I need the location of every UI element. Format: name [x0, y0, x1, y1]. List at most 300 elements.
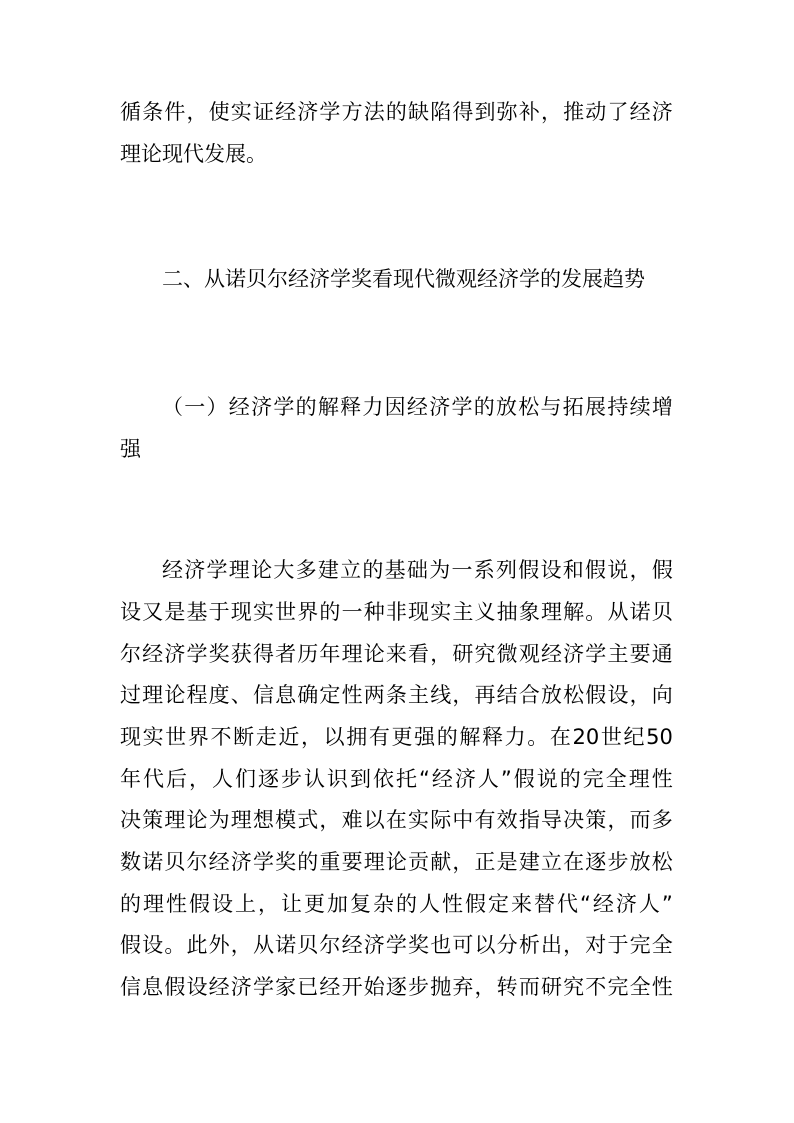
text-glyph: 基: [186, 600, 208, 624]
text-glyph: 一: [341, 600, 363, 624]
text-glyph: 学: [186, 642, 208, 666]
text-glyph: 设: [186, 975, 208, 999]
text-glyph: 此: [186, 933, 208, 957]
text-glyph: 论: [363, 642, 385, 666]
text-glyph: 息: [142, 975, 164, 999]
text-glyph: 人: [419, 892, 440, 916]
text-glyph: ，: [452, 683, 474, 707]
text-glyph: 假: [518, 558, 540, 582]
text-glyph: 抛: [430, 975, 452, 999]
text-glyph: 理: [341, 642, 363, 666]
text-glyph: 定: [319, 683, 341, 707]
section-heading: 二、从诺贝尔经济学奖看现代微观经济学的发展趋势: [162, 267, 645, 291]
text-glyph: 通: [651, 642, 673, 666]
text-glyph: 在: [549, 725, 571, 749]
text-glyph: 来: [511, 892, 532, 916]
text-glyph: 合: [518, 683, 540, 707]
text-glyph: 年: [120, 767, 141, 791]
text-glyph: 设: [120, 600, 141, 624]
text-glyph: 上: [235, 892, 256, 916]
text-glyph: 奖: [275, 850, 297, 874]
text-glyph: ，: [607, 808, 629, 832]
text-glyph: 大: [273, 558, 295, 582]
text-glyph: 世: [600, 725, 622, 749]
text-glyph: 主: [607, 642, 629, 666]
text-glyph: 杂: [373, 892, 394, 916]
text-glyph: 性: [442, 892, 463, 916]
text-glyph: 弥: [496, 100, 518, 124]
text-glyph: 不: [210, 725, 232, 749]
text-glyph: 学: [273, 395, 295, 419]
text-glyph: 因: [384, 395, 406, 419]
text-glyph: 世: [165, 725, 187, 749]
text-glyph: 策: [142, 808, 164, 832]
text-glyph: 经: [629, 100, 651, 124]
text-glyph: 获: [230, 642, 252, 666]
text-glyph: ）: [206, 395, 228, 419]
text-glyph: 在: [563, 850, 585, 874]
text-glyph: 向: [651, 683, 673, 707]
body-line-10: [120, 931, 673, 959]
text-glyph: 主: [408, 683, 430, 707]
text-glyph: 济: [454, 767, 476, 791]
text-glyph: 放: [540, 683, 562, 707]
text-glyph: 出: [540, 933, 562, 957]
text-glyph: 数: [120, 850, 141, 874]
text-glyph: 条: [142, 100, 164, 124]
text-glyph: 假: [585, 558, 607, 582]
text-glyph: 托: [396, 767, 417, 791]
text-glyph: 而: [629, 808, 651, 832]
text-glyph: 是: [164, 600, 186, 624]
text-glyph: 识: [327, 767, 348, 791]
text-glyph: 也: [430, 933, 452, 957]
text-glyph: 逐: [585, 850, 607, 874]
body-line-7: [120, 806, 673, 834]
text-glyph: 依: [373, 767, 394, 791]
text-glyph: 经: [406, 395, 428, 419]
text-glyph: 学: [252, 850, 274, 874]
intro-line-1: [120, 98, 673, 126]
text-glyph: 的: [362, 558, 384, 582]
text-glyph: 认: [304, 767, 325, 791]
text-glyph: 50: [646, 725, 673, 749]
text-glyph: 为: [429, 558, 451, 582]
text-glyph: 拥: [346, 725, 368, 749]
text-glyph: 决: [120, 808, 141, 832]
text-glyph: 象: [518, 600, 540, 624]
text-glyph: 为: [208, 808, 230, 832]
text-glyph: ”: [661, 892, 673, 916]
text-glyph: 设: [142, 933, 164, 957]
text-glyph: 再: [474, 683, 496, 707]
text-glyph: 立: [540, 850, 562, 874]
text-glyph: 系: [473, 558, 495, 582]
text-glyph: 一: [451, 558, 473, 582]
text-glyph: 解: [563, 600, 585, 624]
text-glyph: ，: [301, 725, 322, 749]
text-glyph: 建: [317, 558, 339, 582]
text-glyph: 性: [166, 892, 187, 916]
text-glyph: 诺: [629, 600, 651, 624]
text-glyph: 走: [255, 725, 277, 749]
text-glyph: 推: [563, 100, 585, 124]
text-glyph: 得: [452, 100, 474, 124]
text-glyph: 以: [474, 933, 496, 957]
text-glyph: 究: [563, 975, 585, 999]
text-glyph: 说: [536, 767, 558, 791]
text-glyph: 增: [651, 395, 673, 419]
text-glyph: 松: [563, 683, 585, 707]
text-glyph: 理: [540, 600, 562, 624]
text-glyph: 的: [319, 600, 341, 624]
text-glyph: 与: [540, 395, 562, 419]
text-glyph: 现: [230, 600, 252, 624]
text-glyph: 贝: [164, 850, 186, 874]
text-glyph: 学: [319, 100, 341, 124]
text-glyph: 界: [297, 600, 319, 624]
text-glyph: 全: [605, 767, 627, 791]
text-glyph: 实: [408, 808, 430, 832]
text-glyph: 强: [414, 725, 436, 749]
subsection-heading-line-2: 强: [120, 437, 141, 461]
text-glyph: 线: [430, 683, 452, 707]
text-glyph: 而: [518, 975, 540, 999]
text-glyph: 实: [252, 600, 274, 624]
text-glyph: 后: [166, 767, 187, 791]
text-glyph: 替: [534, 892, 555, 916]
text-glyph: 假: [189, 892, 210, 916]
text-glyph: 到: [350, 767, 371, 791]
text-glyph: 开: [341, 975, 363, 999]
body-line-4: [120, 681, 673, 709]
text-glyph: 结: [496, 683, 518, 707]
text-glyph: 建: [518, 850, 540, 874]
text-glyph: 经: [142, 642, 164, 666]
text-glyph: 理: [363, 850, 385, 874]
text-glyph: 可: [452, 933, 474, 957]
text-glyph: 理: [142, 683, 164, 707]
text-glyph: 完: [582, 767, 604, 791]
text-glyph: 决: [563, 808, 585, 832]
body-line-1: [162, 556, 673, 584]
text-glyph: 指: [518, 808, 540, 832]
text-glyph: 释: [482, 725, 503, 749]
text-glyph: 补: [518, 100, 540, 124]
text-glyph: 经: [162, 558, 183, 582]
text-glyph: 析: [518, 933, 540, 957]
text-glyph: ，: [563, 933, 585, 957]
text-glyph: 是: [496, 850, 518, 874]
text-glyph: 以: [363, 808, 385, 832]
text-glyph: 全: [629, 975, 651, 999]
text-glyph: 假: [651, 558, 673, 582]
body-line-9: [120, 890, 673, 918]
text-glyph: 观: [518, 642, 540, 666]
text-glyph: 奖: [208, 642, 230, 666]
text-glyph: 微: [496, 642, 518, 666]
text-glyph: 基: [384, 558, 406, 582]
text-glyph: 济: [230, 975, 252, 999]
text-glyph: 看: [408, 642, 430, 666]
text-glyph: 的: [559, 767, 581, 791]
text-glyph: 学: [451, 395, 473, 419]
text-glyph: 拓: [562, 395, 584, 419]
text-glyph: 贡: [408, 850, 430, 874]
text-glyph: 人: [212, 767, 233, 791]
text-glyph: 的: [396, 892, 417, 916]
intro-line-2: 理论现代发展。: [120, 142, 267, 166]
text-glyph: 使: [208, 100, 230, 124]
text-glyph: 于: [208, 600, 230, 624]
body-line-3: [120, 640, 673, 668]
text-glyph: 松: [518, 395, 540, 419]
text-glyph: 奖: [408, 933, 430, 957]
text-glyph: 完: [607, 975, 629, 999]
text-glyph: 人: [638, 892, 660, 916]
text-glyph: 研: [540, 975, 562, 999]
text-glyph: 贝: [651, 600, 673, 624]
text-glyph: 经: [228, 395, 250, 419]
body-line-2: [120, 598, 673, 626]
text-glyph: ，: [189, 767, 210, 791]
text-glyph: 学: [206, 558, 228, 582]
text-glyph: 学: [252, 975, 274, 999]
text-glyph: 不: [585, 975, 607, 999]
text-glyph: 步: [408, 975, 430, 999]
text-glyph: 方: [341, 100, 363, 124]
text-glyph: 解: [317, 395, 339, 419]
text-glyph: 论: [186, 808, 208, 832]
subsection-heading-line-1: [162, 393, 673, 421]
text-glyph: 得: [252, 642, 274, 666]
text-glyph: ，: [430, 642, 452, 666]
text-glyph: 息: [275, 683, 297, 707]
text-glyph: 论: [385, 850, 407, 874]
text-glyph: ，: [540, 100, 562, 124]
text-glyph: 实: [142, 725, 164, 749]
body-line-8: [120, 848, 673, 876]
text-glyph: 主: [452, 600, 474, 624]
text-glyph: 义: [474, 600, 496, 624]
text-glyph: 解: [459, 725, 481, 749]
text-glyph: 释: [340, 395, 362, 419]
text-glyph: 效: [496, 808, 518, 832]
text-glyph: 经: [319, 975, 341, 999]
text-glyph: 经: [208, 850, 230, 874]
text-glyph: 础: [406, 558, 428, 582]
text-glyph: 论: [251, 558, 273, 582]
text-glyph: 假: [513, 767, 535, 791]
text-glyph: 献: [430, 850, 452, 874]
text-glyph: 年: [319, 642, 341, 666]
text-glyph: 导: [540, 808, 562, 832]
text-glyph: 尔: [120, 642, 141, 666]
text-glyph: 代: [557, 892, 578, 916]
text-glyph: 逐: [258, 767, 279, 791]
text-glyph: 济: [230, 850, 252, 874]
text-glyph: 经: [208, 975, 230, 999]
text-glyph: 对: [585, 933, 607, 957]
text-glyph: 济: [164, 642, 186, 666]
text-glyph: 界: [187, 725, 209, 749]
text-glyph: 弃: [452, 975, 474, 999]
text-glyph: 尔: [319, 933, 341, 957]
text-glyph: 的: [473, 395, 495, 419]
text-glyph: 世: [275, 600, 297, 624]
text-glyph: ，: [629, 558, 651, 582]
text-glyph: 和: [562, 558, 584, 582]
text-glyph: 放: [629, 850, 651, 874]
text-glyph: 学: [385, 933, 407, 957]
text-glyph: 信: [252, 683, 274, 707]
text-glyph: 动: [585, 100, 607, 124]
text-glyph: 抽: [496, 600, 518, 624]
text-glyph: 已: [297, 975, 319, 999]
text-glyph: 的: [297, 850, 319, 874]
text-glyph: 证: [252, 100, 274, 124]
text-glyph: 法: [363, 100, 385, 124]
text-glyph: 模: [275, 808, 297, 832]
text-glyph: 济: [363, 933, 385, 957]
text-glyph: 、: [230, 683, 252, 707]
text-glyph: 非: [385, 600, 407, 624]
text-glyph: 济: [429, 395, 451, 419]
text-glyph: 经: [592, 892, 614, 916]
text-glyph: 难: [341, 808, 363, 832]
text-glyph: 济: [184, 558, 206, 582]
text-glyph: 断: [233, 725, 255, 749]
text-glyph: ，: [258, 892, 279, 916]
text-glyph: 尔: [186, 850, 208, 874]
text-glyph: 者: [275, 642, 297, 666]
text-glyph: （: [162, 395, 183, 419]
text-glyph: 实: [230, 100, 252, 124]
text-glyph: ，: [319, 808, 341, 832]
text-glyph: 力: [362, 395, 384, 419]
text-glyph: 中: [452, 808, 474, 832]
text-glyph: 全: [651, 933, 673, 957]
text-glyph: 设: [540, 558, 562, 582]
text-glyph: 让: [281, 892, 302, 916]
text-glyph: 逐: [385, 975, 407, 999]
text-glyph: 一: [184, 395, 206, 419]
text-glyph: 式: [297, 808, 319, 832]
text-glyph: 两: [363, 683, 385, 707]
text-glyph: 转: [496, 975, 518, 999]
text-glyph: 放: [495, 395, 517, 419]
text-glyph: 们: [235, 767, 256, 791]
text-glyph: 以: [323, 725, 345, 749]
text-glyph: 立: [340, 558, 362, 582]
text-glyph: 现: [408, 600, 430, 624]
text-glyph: 始: [363, 975, 385, 999]
text-glyph: 外: [208, 933, 230, 957]
text-glyph: 人: [477, 767, 499, 791]
text-glyph: 来: [385, 642, 407, 666]
text-glyph: 设: [212, 892, 233, 916]
text-glyph: “: [580, 892, 591, 916]
text-glyph: 假: [120, 933, 141, 957]
text-glyph: 济: [563, 642, 585, 666]
text-glyph: 理: [228, 558, 250, 582]
text-glyph: 经: [341, 933, 363, 957]
text-glyph: 济: [251, 395, 273, 419]
text-glyph: 要: [341, 850, 363, 874]
text-glyph: 正: [474, 850, 496, 874]
text-glyph: 定: [488, 892, 509, 916]
text-glyph: 想: [252, 808, 274, 832]
text-glyph: 。: [527, 725, 549, 749]
text-glyph: 研: [452, 642, 474, 666]
text-glyph: 完: [629, 933, 651, 957]
text-glyph: 究: [474, 642, 496, 666]
text-glyph: 列: [495, 558, 517, 582]
text-glyph: 重: [319, 850, 341, 874]
text-glyph: 诺: [275, 933, 297, 957]
text-glyph: 理: [230, 808, 252, 832]
text-glyph: 程: [186, 683, 208, 707]
text-glyph: 的: [295, 395, 317, 419]
text-glyph: 种: [363, 600, 385, 624]
text-glyph: ，: [452, 850, 474, 874]
text-glyph: 性: [651, 767, 673, 791]
text-glyph: 假: [465, 892, 486, 916]
text-glyph: 了: [607, 100, 629, 124]
text-glyph: 信: [120, 975, 141, 999]
text-glyph: 有: [474, 808, 496, 832]
text-glyph: 经: [275, 100, 297, 124]
text-glyph: 论: [164, 683, 186, 707]
text-glyph: 多: [295, 558, 317, 582]
text-glyph: 陷: [430, 100, 452, 124]
text-glyph: ，: [230, 933, 252, 957]
text-glyph: 假: [585, 683, 607, 707]
text-glyph: 理: [143, 892, 164, 916]
text-glyph: 。: [164, 933, 186, 957]
text-glyph: 贝: [297, 933, 319, 957]
text-glyph: 展: [585, 395, 607, 419]
text-glyph: 加: [327, 892, 348, 916]
text-glyph: 代: [143, 767, 164, 791]
text-glyph: 诺: [142, 850, 164, 874]
text-glyph: 多: [651, 808, 673, 832]
text-glyph: 设: [607, 683, 629, 707]
text-glyph: 济: [651, 100, 673, 124]
text-glyph: 件: [164, 100, 186, 124]
text-glyph: 性: [651, 975, 673, 999]
text-glyph: 假: [164, 975, 186, 999]
text-glyph: 度: [208, 683, 230, 707]
text-glyph: 持: [607, 395, 629, 419]
text-glyph: 松: [651, 850, 673, 874]
text-glyph: 经: [431, 767, 453, 791]
text-glyph: 力: [504, 725, 526, 749]
text-glyph: 际: [430, 808, 452, 832]
text-glyph: 近: [278, 725, 300, 749]
text-glyph: 在: [385, 808, 407, 832]
text-glyph: 理: [628, 767, 650, 791]
text-glyph: 过: [120, 683, 141, 707]
text-glyph: “: [419, 767, 430, 791]
text-glyph: 的: [120, 892, 141, 916]
text-glyph: 说: [607, 558, 629, 582]
text-glyph: 步: [607, 850, 629, 874]
text-glyph: 学: [585, 642, 607, 666]
text-glyph: 的: [385, 100, 407, 124]
text-glyph: 确: [297, 683, 319, 707]
text-glyph: ”: [500, 767, 512, 791]
